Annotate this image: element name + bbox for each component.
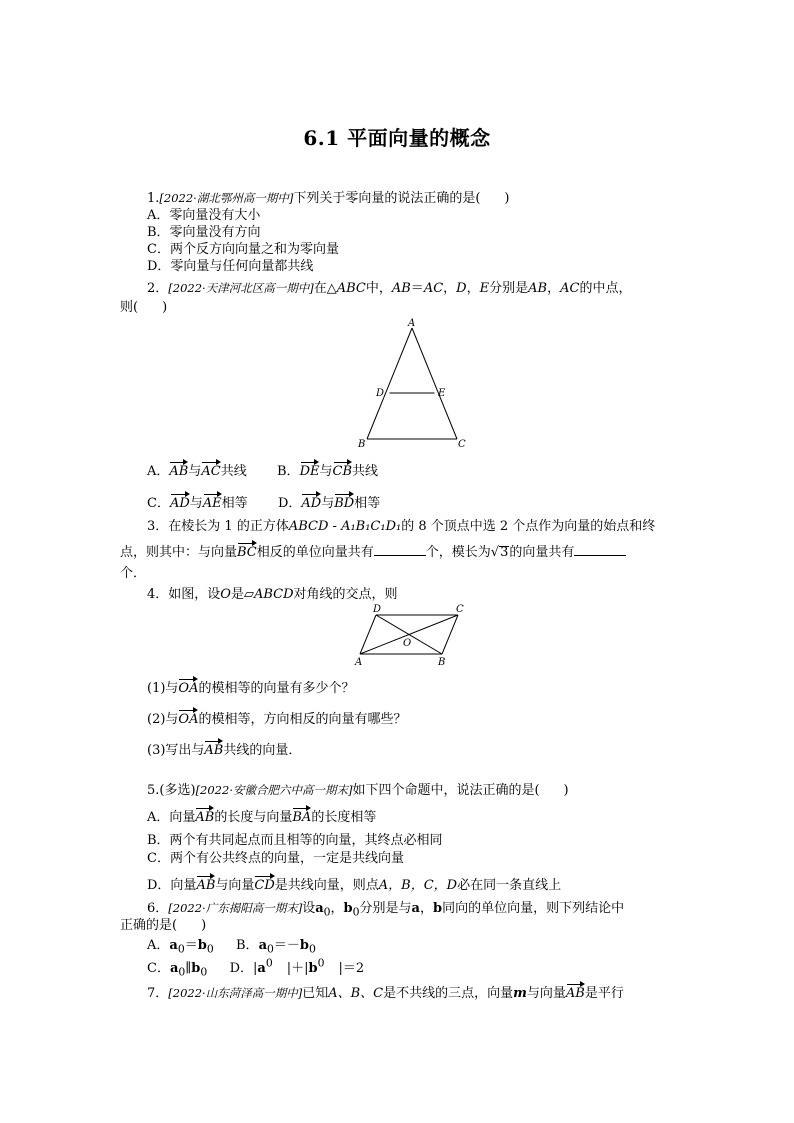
q4-part-2: (2)与OA的模相等，方向相反的向量有哪些？ — [147, 708, 406, 728]
q3-stem-end: 个． — [120, 566, 147, 581]
label-B: B — [438, 657, 446, 668]
label-A: A — [408, 318, 416, 329]
q2-option-b: B．DE与CB共线 — [277, 464, 378, 479]
q5-source: [2022·安徽合肥六中高一期末] — [195, 783, 353, 797]
q1-source: [2022·湖北鄂州高一期中] — [159, 191, 294, 205]
q5-option-a: A．向量AB的长度与向量BA的长度相等 — [147, 806, 376, 826]
q4-part-1: (1)与OA的模相等的向量有多少个？ — [147, 677, 354, 697]
q1-option-b: B．零向量没有方向 — [147, 225, 261, 240]
q2-option-a: A．AB与AC共线 — [147, 464, 247, 479]
q7-stem: 7．[2022·山东菏泽高一期中]已知A、B、C是不共线的三点，向量m与向量AB是平行 — [147, 982, 624, 1002]
q6-option-a: A．$a_0=b_0$ — [147, 938, 214, 956]
q6-option-c: C．$a_0\parallel b_0$ — [147, 961, 208, 979]
q6-stem: 6．[2022·广东揭阳高一期末]设$a_0$，$b_0$分别是与a，b同向的单位向量，则下列结论中 — [147, 901, 625, 919]
q5-option-d: D．向量AB与向量CD是共线向量，则点A，B，C，D必在同一条直线上 — [147, 874, 561, 894]
q6-source: [2022·广东揭阳高一期末] — [168, 901, 303, 915]
page-title: 6.1 平面向量的概念 — [303, 126, 491, 150]
q1-option-a: A．零向量没有大小 — [147, 208, 261, 223]
label-C: C — [456, 604, 464, 615]
label-E: E — [438, 388, 446, 399]
q1-option-d: D．零向量与任何向量都共线 — [147, 259, 314, 274]
label-A: A — [355, 657, 363, 668]
q5-option-c: C．两个有公共终点的向量，一定是共线向量 — [147, 851, 404, 866]
q3-blank-2[interactable] — [574, 543, 626, 556]
label-O: O — [403, 638, 412, 649]
q3-stem-cont: 点，则其中：与向量BC相反的单位向量共有 个，模长为√3的向量共有 — [120, 541, 626, 561]
q2-option-c: C．AD与AE相等 — [147, 496, 248, 511]
label-C: C — [458, 439, 466, 450]
q2-stem: 2．[2022·天津河北区高一期中]在△ABC中，AB＝AC，D，E分别是AB，AC的中点， — [147, 281, 632, 296]
q2-source: [2022·天津河北区高一期中] — [168, 281, 314, 295]
q2-options-row2 — [147, 492, 380, 512]
parallelogram-figure — [350, 602, 470, 670]
q5-stem: 5.(多选)[2022·安徽合肥六中高一期末]如下四个命题中，说法正确的是( ) — [147, 783, 569, 798]
q2-options-row1 — [147, 460, 378, 480]
q6-options-row2 — [147, 955, 364, 981]
q2-stem-cont: 则( ) — [120, 300, 168, 315]
q1-stem: 1.[2022·湖北鄂州高一期中]下列关于零向量的说法正确的是( ) — [147, 191, 510, 206]
q1-option-c: C．两个反方向向量之和为零向量 — [147, 242, 339, 257]
q6-option-d: D．$|a^0$ $|+|b^0$ |＝2 — [229, 957, 365, 977]
q4-stem: 4．如图，设O是▱ABCD对角线的交点，则 — [147, 587, 398, 602]
q3-stem: 3．在棱长为 1 的正方体ABCD - A₁B₁C₁D₁的 8 个顶点中选 2 个点作为向量的始点和终 — [147, 519, 656, 534]
triangle-figure — [350, 316, 480, 450]
q4-part-3: (3)写出与AB共线的向量． — [147, 739, 301, 759]
label-D: D — [373, 604, 382, 615]
q6-stem-cont: 正确的是( ) — [120, 918, 207, 933]
q3-blank-1[interactable] — [374, 543, 426, 556]
q7-source: [2022·山东菏泽高一期中] — [168, 986, 303, 1000]
label-B: B — [358, 439, 366, 450]
q6-option-b: B．$a_0=-b_0$ — [236, 938, 316, 956]
label-D: D — [376, 388, 385, 399]
q2-option-d: D．AD与BD相等 — [278, 496, 380, 511]
q5-option-b: B．两个有共同起点而且相等的向量，其终点必相同 — [147, 833, 443, 848]
